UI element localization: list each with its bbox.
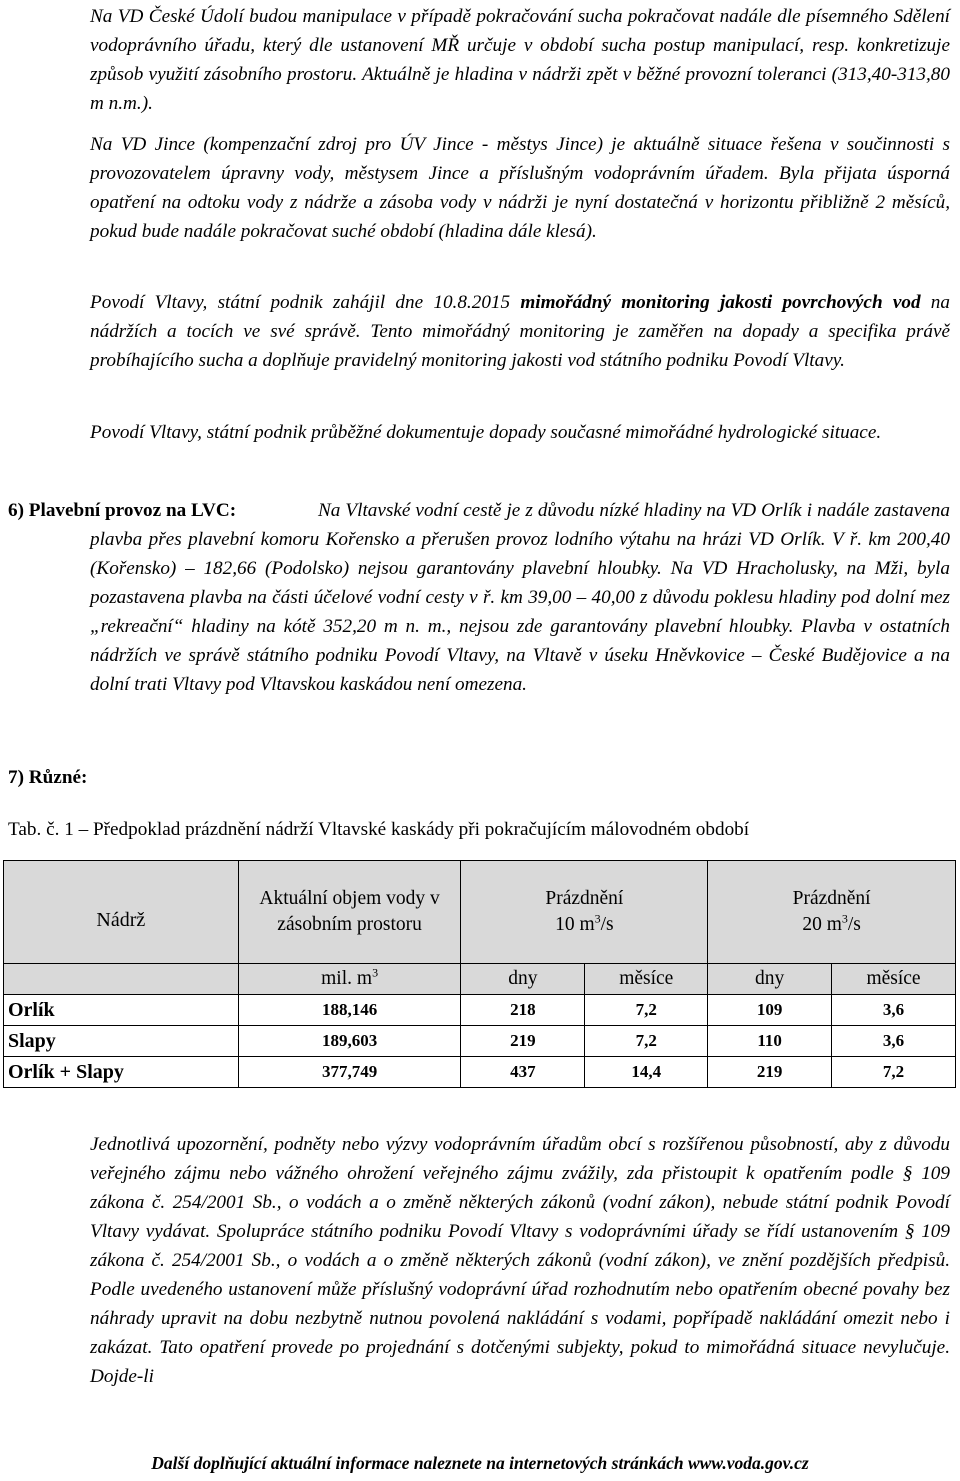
cell-months-10: 14,4 bbox=[585, 1057, 708, 1088]
superscript: 3 bbox=[841, 911, 848, 926]
cell-days-20: 219 bbox=[708, 1057, 832, 1088]
paragraph-notices bbox=[90, 1130, 950, 1391]
text-run: Jednotlivá upozornění, podněty nebo výzvy vodoprávním úřadům obcí s rozšířenou působností, aby z důvodu veřejného zájmu nebo vážného ohrožení veřejného zájmu zvážily, zda přistoupit k opatřením podle § 109 zákona č. 254/2001 Sb. bbox=[90, 1134, 950, 1213]
section-heading: 6) Plavební provoz na LVC: bbox=[8, 500, 237, 521]
cell-days-10: 219 bbox=[461, 1026, 585, 1057]
cell-months-10: 7,2 bbox=[585, 1026, 708, 1057]
text-run: Na Vltavské vodní cestě je z důvodu nízké hladiny na VD Orlík i nadále zastavena plavba přes plavební komoru Kořensko a přerušen provoz lodního výtahu na hrázi VD Orlík. V ř. km 200,40 (Kořensko) – 182,66 (Podolsko) nejsou garantovány plavební hloubky. bbox=[90, 500, 950, 579]
cell-months-10: 7,2 bbox=[585, 995, 708, 1026]
table-header-row bbox=[4, 861, 956, 964]
cell-months-20: 7,2 bbox=[832, 1057, 956, 1088]
unit-days: dny bbox=[708, 964, 832, 995]
section-6-navigation bbox=[8, 496, 950, 699]
paragraph-text bbox=[90, 288, 950, 375]
paragraph-documentation bbox=[90, 418, 950, 447]
reservoir-table bbox=[3, 860, 956, 1088]
unit-text: mil. m bbox=[321, 968, 373, 989]
paragraph-ceske-udoli bbox=[90, 2, 950, 118]
unit-months: měsíce bbox=[585, 964, 708, 995]
superscript: 3 bbox=[372, 965, 379, 980]
section-7-heading: 7) Různé: bbox=[8, 767, 88, 788]
cell-volume: 377,749 bbox=[238, 1057, 461, 1088]
header-text: Aktuální objem vody v bbox=[259, 888, 440, 909]
cell-days-20: 109 bbox=[708, 995, 832, 1026]
header-text: 20 m bbox=[802, 914, 842, 935]
header-drain-10 bbox=[461, 861, 708, 964]
paragraph-text bbox=[90, 1130, 950, 1391]
header-text: Prázdnění bbox=[792, 888, 871, 909]
paragraph-text: Na VD České Údolí budou manipulace v případě pokračování sucha pokračovat nadále dle písemného Sdělení vodoprávního úřadu, který dle ustanovení MŘ určuje v období sucha postup manipulací, resp. konkretizuje způsob využití zásobního prostoru. Aktuálně je hladina v nádrži zpět v běžné provozní toleranci (313,40-313,80 m n.m.). bbox=[90, 6, 950, 114]
text-run: Spolupráce státního podniku Povodí Vltavy s vodoprávními úřady se řídí ustanovením § 109 zákona č. 254/2001 Sb. bbox=[90, 1221, 950, 1271]
header-text: Nádrž bbox=[96, 909, 146, 931]
cell-days-20: 110 bbox=[708, 1026, 832, 1057]
reservoir-name: Orlík bbox=[4, 995, 239, 1026]
header-text: /s bbox=[600, 914, 614, 935]
text-run: , o vodách a o změně některých zákonů (vodní zákon), nebude státní podnik Povodí Vltavy vydávat. bbox=[90, 1192, 950, 1242]
reservoir-name: Orlík + Slapy bbox=[4, 1057, 239, 1088]
text-run: , o vodách a o změně některých zákonů (vodní zákon), ve znění pozdějších předpisů. bbox=[275, 1250, 950, 1271]
text-run: na nádržích a tocích ve své správě. bbox=[90, 292, 950, 342]
paragraph-text bbox=[90, 130, 950, 246]
paragraph-monitoring bbox=[90, 288, 950, 375]
header-text: Prázdnění bbox=[545, 888, 624, 909]
cell-months-20: 3,6 bbox=[832, 995, 956, 1026]
text-run: Na VD Hracholusky, na Mži, byla pozastavena plavba na části účelové vodní cesty v ř. km 39,00 – 40,00 z důvodu poklesu hladiny pod dolní mez „rekreační“ hladiny na kótě 352,20 m n. m., nejsou zde garantovány plavební hloubky. Plavba v ostatních nádržích ve správě státního podniku Povodí Vltavy, na Vltavě v úseku Hněvkovice – České Budějovice a na dolní trati Vltavy pod Vltavskou kaskádou není omezena. bbox=[90, 558, 950, 695]
table-units-row bbox=[4, 964, 956, 995]
reservoir-name: Slapy bbox=[4, 1026, 239, 1057]
header-volume bbox=[238, 861, 461, 964]
table-row bbox=[4, 995, 956, 1026]
unit-days: dny bbox=[461, 964, 585, 995]
table-caption: Tab. č. 1 – Předpoklad prázdnění nádrží Vltavské kaskády při pokračujícím málovodném období bbox=[8, 819, 750, 840]
page-footer: Další doplňující aktuální informace naleznete na internetových stránkách www.voda.gov.cz bbox=[151, 1453, 809, 1473]
section-body bbox=[90, 496, 950, 699]
header-text: zásobním prostoru bbox=[277, 914, 422, 935]
table-row bbox=[4, 1026, 956, 1057]
text-run: Byla přijata úsporná opatření na odtoku vody z nádrže a zásoba vody v nádrži je nyní dostatečná v horizontu přibližně 2 měsíců, pokud bude nadále pokračovat suché období (hladina dále klesá). bbox=[90, 163, 950, 242]
header-text: 10 m bbox=[555, 914, 595, 935]
cell-days-10: 437 bbox=[461, 1057, 585, 1088]
text-run: Na VD Jince (kompenzační zdroj pro ÚV Jince - městys Jince) je aktuálně situace řešena v součinnosti s provozovatelem úpravny vody, městysem Jince a příslušným vodoprávním úřadem. bbox=[90, 134, 950, 184]
text-run: Podle uvedeného ustanovení může příslušný vodoprávní úřad rozhodnutím nebo opatřením obecné povahy bez náhrady upravit na dobu nezbytně nutnou povolená nakládání s vodami, popřípadě nakládání omezit nebo i zakázat. Tato opatření provede po projednání s dotčenými subjekty, pokud to mimořádná situace nevylučuje. Dojde-li bbox=[90, 1279, 950, 1387]
units-blank bbox=[4, 964, 239, 995]
header-reservoir bbox=[4, 861, 239, 964]
text-run: Tento mimořádný monitoring je zaměřen na dopady a specifika právě probíhajícího sucha a doplňuje pravidelný monitoring jakosti vod státního podniku Povodí Vltavy. bbox=[90, 321, 950, 371]
unit-volume bbox=[238, 964, 461, 995]
text-run: Povodí Vltavy, státní podnik zahájil dne 10.8.2015 bbox=[90, 292, 511, 313]
text-run-bold: mimořádný monitoring jakosti povrchových vod bbox=[510, 292, 921, 313]
cell-volume: 189,603 bbox=[238, 1026, 461, 1057]
cell-volume: 188,146 bbox=[238, 995, 461, 1026]
cell-months-20: 3,6 bbox=[832, 1026, 956, 1057]
paragraph-jince bbox=[90, 130, 950, 246]
header-text: /s bbox=[847, 914, 861, 935]
table-row bbox=[4, 1057, 956, 1088]
header-drain-20 bbox=[708, 861, 956, 964]
cell-days-10: 218 bbox=[461, 995, 585, 1026]
unit-months: měsíce bbox=[832, 964, 956, 995]
paragraph-text: Povodí Vltavy, státní podnik průběžné dokumentuje dopady současné mimořádné hydrologické situace. bbox=[90, 422, 882, 443]
superscript: 3 bbox=[594, 911, 601, 926]
